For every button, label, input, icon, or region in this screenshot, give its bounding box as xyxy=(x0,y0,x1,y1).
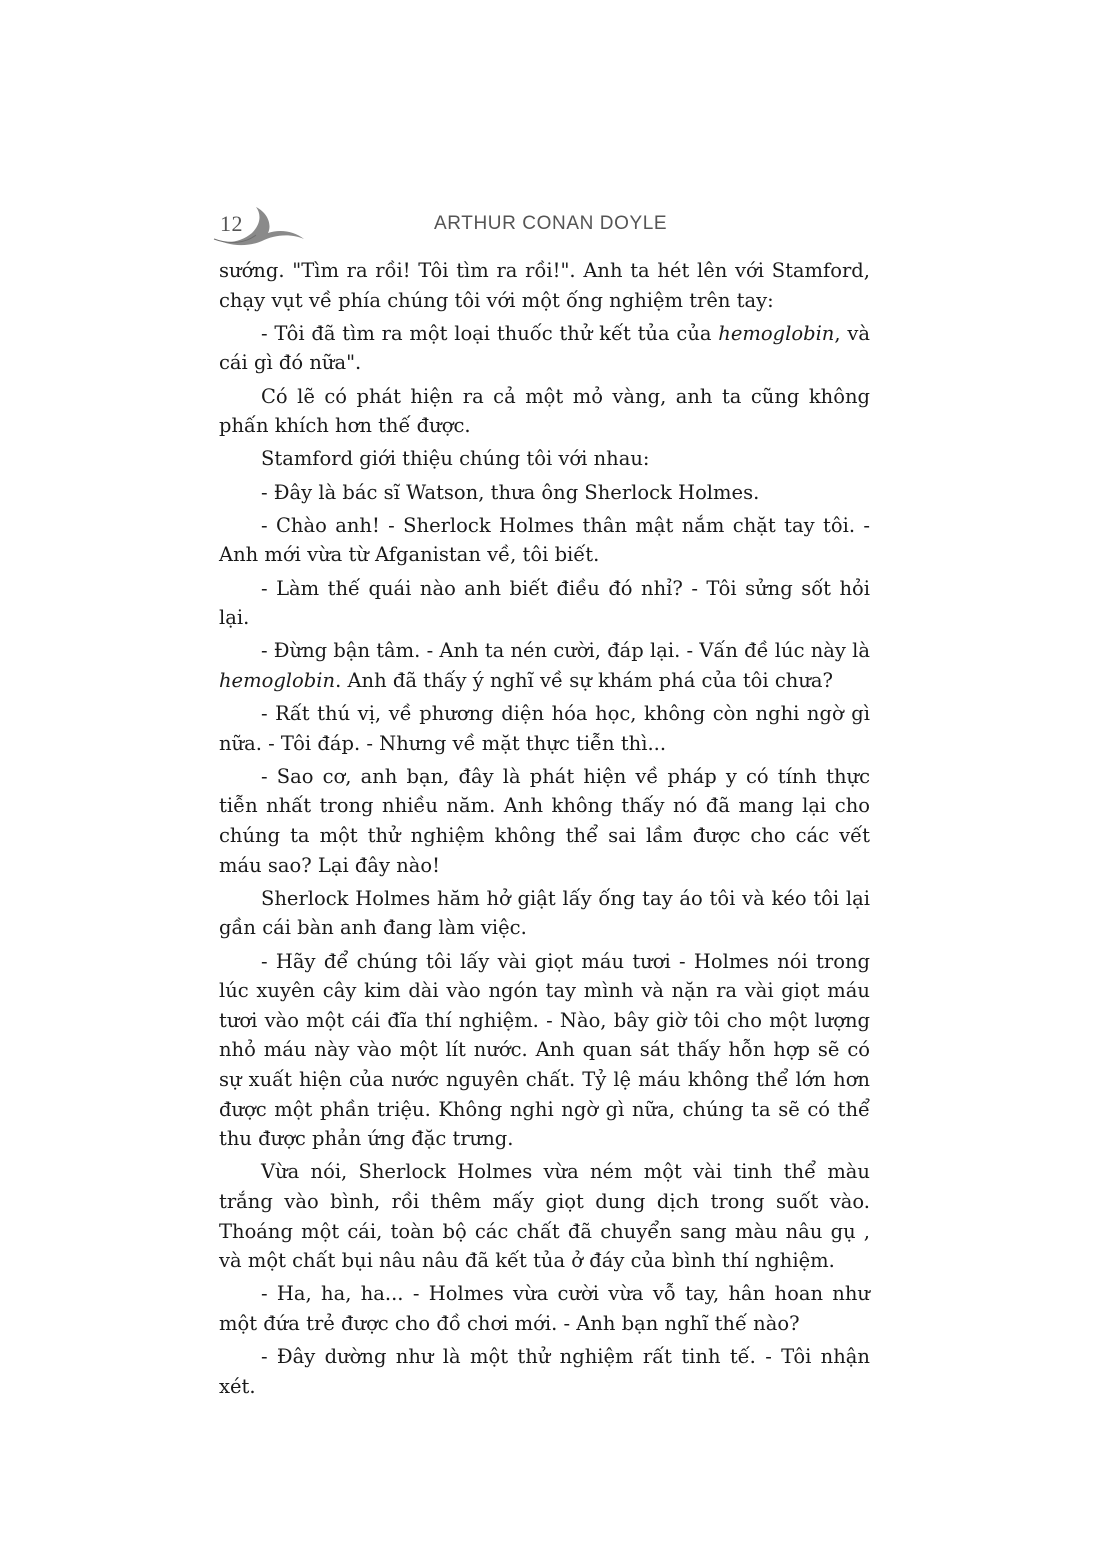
paragraph xyxy=(219,699,870,758)
italic-term: hemoglobin xyxy=(219,668,336,692)
paragraph xyxy=(219,762,870,880)
paragraph xyxy=(219,478,870,508)
paragraph xyxy=(219,511,870,570)
paragraph xyxy=(219,574,870,633)
text-run: Vừa nói, Sherlock Holmes vừa ném một vài tinh thể màu trắng vào bình, rồi thêm mấy giọt dung dịch trong suốt vào. Thoáng một cái, toàn bộ các chất đã chuyển sang màu nâu gụ , và một chất bụi nâu nâu đã kết tủa ở đáy của bình thí nghiệm. xyxy=(219,1160,870,1273)
text-run: - Chào anh! - Sherlock Holmes thân mật nắm chặt tay tôi. - Anh mới vừa từ Afganistan về, tôi biết. xyxy=(219,513,870,567)
paragraph xyxy=(219,884,870,943)
text-run: - Ha, ha, ha... - Holmes vừa cười vừa vỗ tay, hân hoan như một đứa trẻ được cho đồ chơi mới. - Anh bạn nghĩ thế nào? xyxy=(219,1282,870,1335)
paragraph xyxy=(219,1279,870,1338)
paragraph xyxy=(219,256,870,315)
text-run: Có lẽ có phát hiện ra cả một mỏ vàng, anh ta cũng không phấn khích hơn thế được. xyxy=(219,384,870,438)
paragraph xyxy=(219,444,870,474)
text-run: sướng. "Tìm ra rồi! Tôi tìm ra rồi!". Anh ta hét lên với Stamford, chạy vụt về phía chúng tôi với một ống nghiệm trên tay: xyxy=(219,259,870,312)
text-run: - Sao cơ, anh bạn, đây là phát hiện về pháp y có tính thực tiễn nhất trong nhiều năm. Anh không thấy nó đã mang lại cho chúng ta một thử nghiệm không thể sai lầm được cho các vết máu sao? Lại đây nào! xyxy=(219,764,870,877)
text-run: Sherlock Holmes hăm hở giật lấy ống tay áo tôi và kéo tôi lại gần cái bàn anh đang làm việc. xyxy=(219,886,870,940)
text-run: - Đừng bận tâm. - Anh ta nén cười, đáp lại. - Vấn đề lúc này là xyxy=(261,639,870,663)
text-run: . Anh đã thấy ý nghĩ về sự khám phá của tôi chưa? xyxy=(335,668,833,692)
page-number: 12 xyxy=(220,211,243,236)
text-run: - Hãy để chúng tôi lấy vài giọt máu tươi - Holmes nói trong lúc xuyên cây kim dài vào ngón tay mình và nặn ra vài giọt máu tươi vào một cái đĩa thí nghiệm. - Nào, bây giờ tôi cho một lượng nhỏ máu này vào một lít nước. Anh quan sát thấy hỗn hợp sẽ có sự xuất hiện của nước nguyên chất. Tỷ lệ máu không thể lớn hơn được một phần triệu. Không nghi ngờ gì nữa, chúng ta sẽ có thể thu được phản ứng đặc trưng. xyxy=(219,949,870,1151)
body-text xyxy=(219,256,870,1405)
running-head: ARTHUR CONAN DOYLE xyxy=(434,213,668,234)
page-header xyxy=(210,203,870,249)
paragraph xyxy=(219,1157,870,1275)
paragraph xyxy=(219,1342,870,1401)
text-run: - Đây là bác sĩ Watson, thưa ông Sherlock Holmes. xyxy=(261,480,760,504)
text-run: - Rất thú vị, về phương diện hóa học, không còn nghi ngờ gì nữa. - Tôi đáp. - Nhưng về mặt thực tiễn thì... xyxy=(219,702,870,755)
italic-term: hemoglobin xyxy=(718,321,835,345)
text-run: - Tôi đã tìm ra một loại thuốc thử kết tủa của xyxy=(261,321,719,345)
text-run: Stamford giới thiệu chúng tôi với nhau: xyxy=(261,447,650,471)
paragraph xyxy=(219,947,870,1154)
paragraph xyxy=(219,636,870,695)
text-run: , và cái gì đó nữa". xyxy=(219,321,870,375)
text-run: - Làm thế quái nào anh biết điều đó nhỉ? - Tôi sửng sốt hỏi lại. xyxy=(219,576,870,630)
paragraph xyxy=(219,319,870,378)
text-run: - Đây dường như là một thử nghiệm rất tinh tế. - Tôi nhận xét. xyxy=(219,1345,870,1398)
paragraph xyxy=(219,382,870,441)
